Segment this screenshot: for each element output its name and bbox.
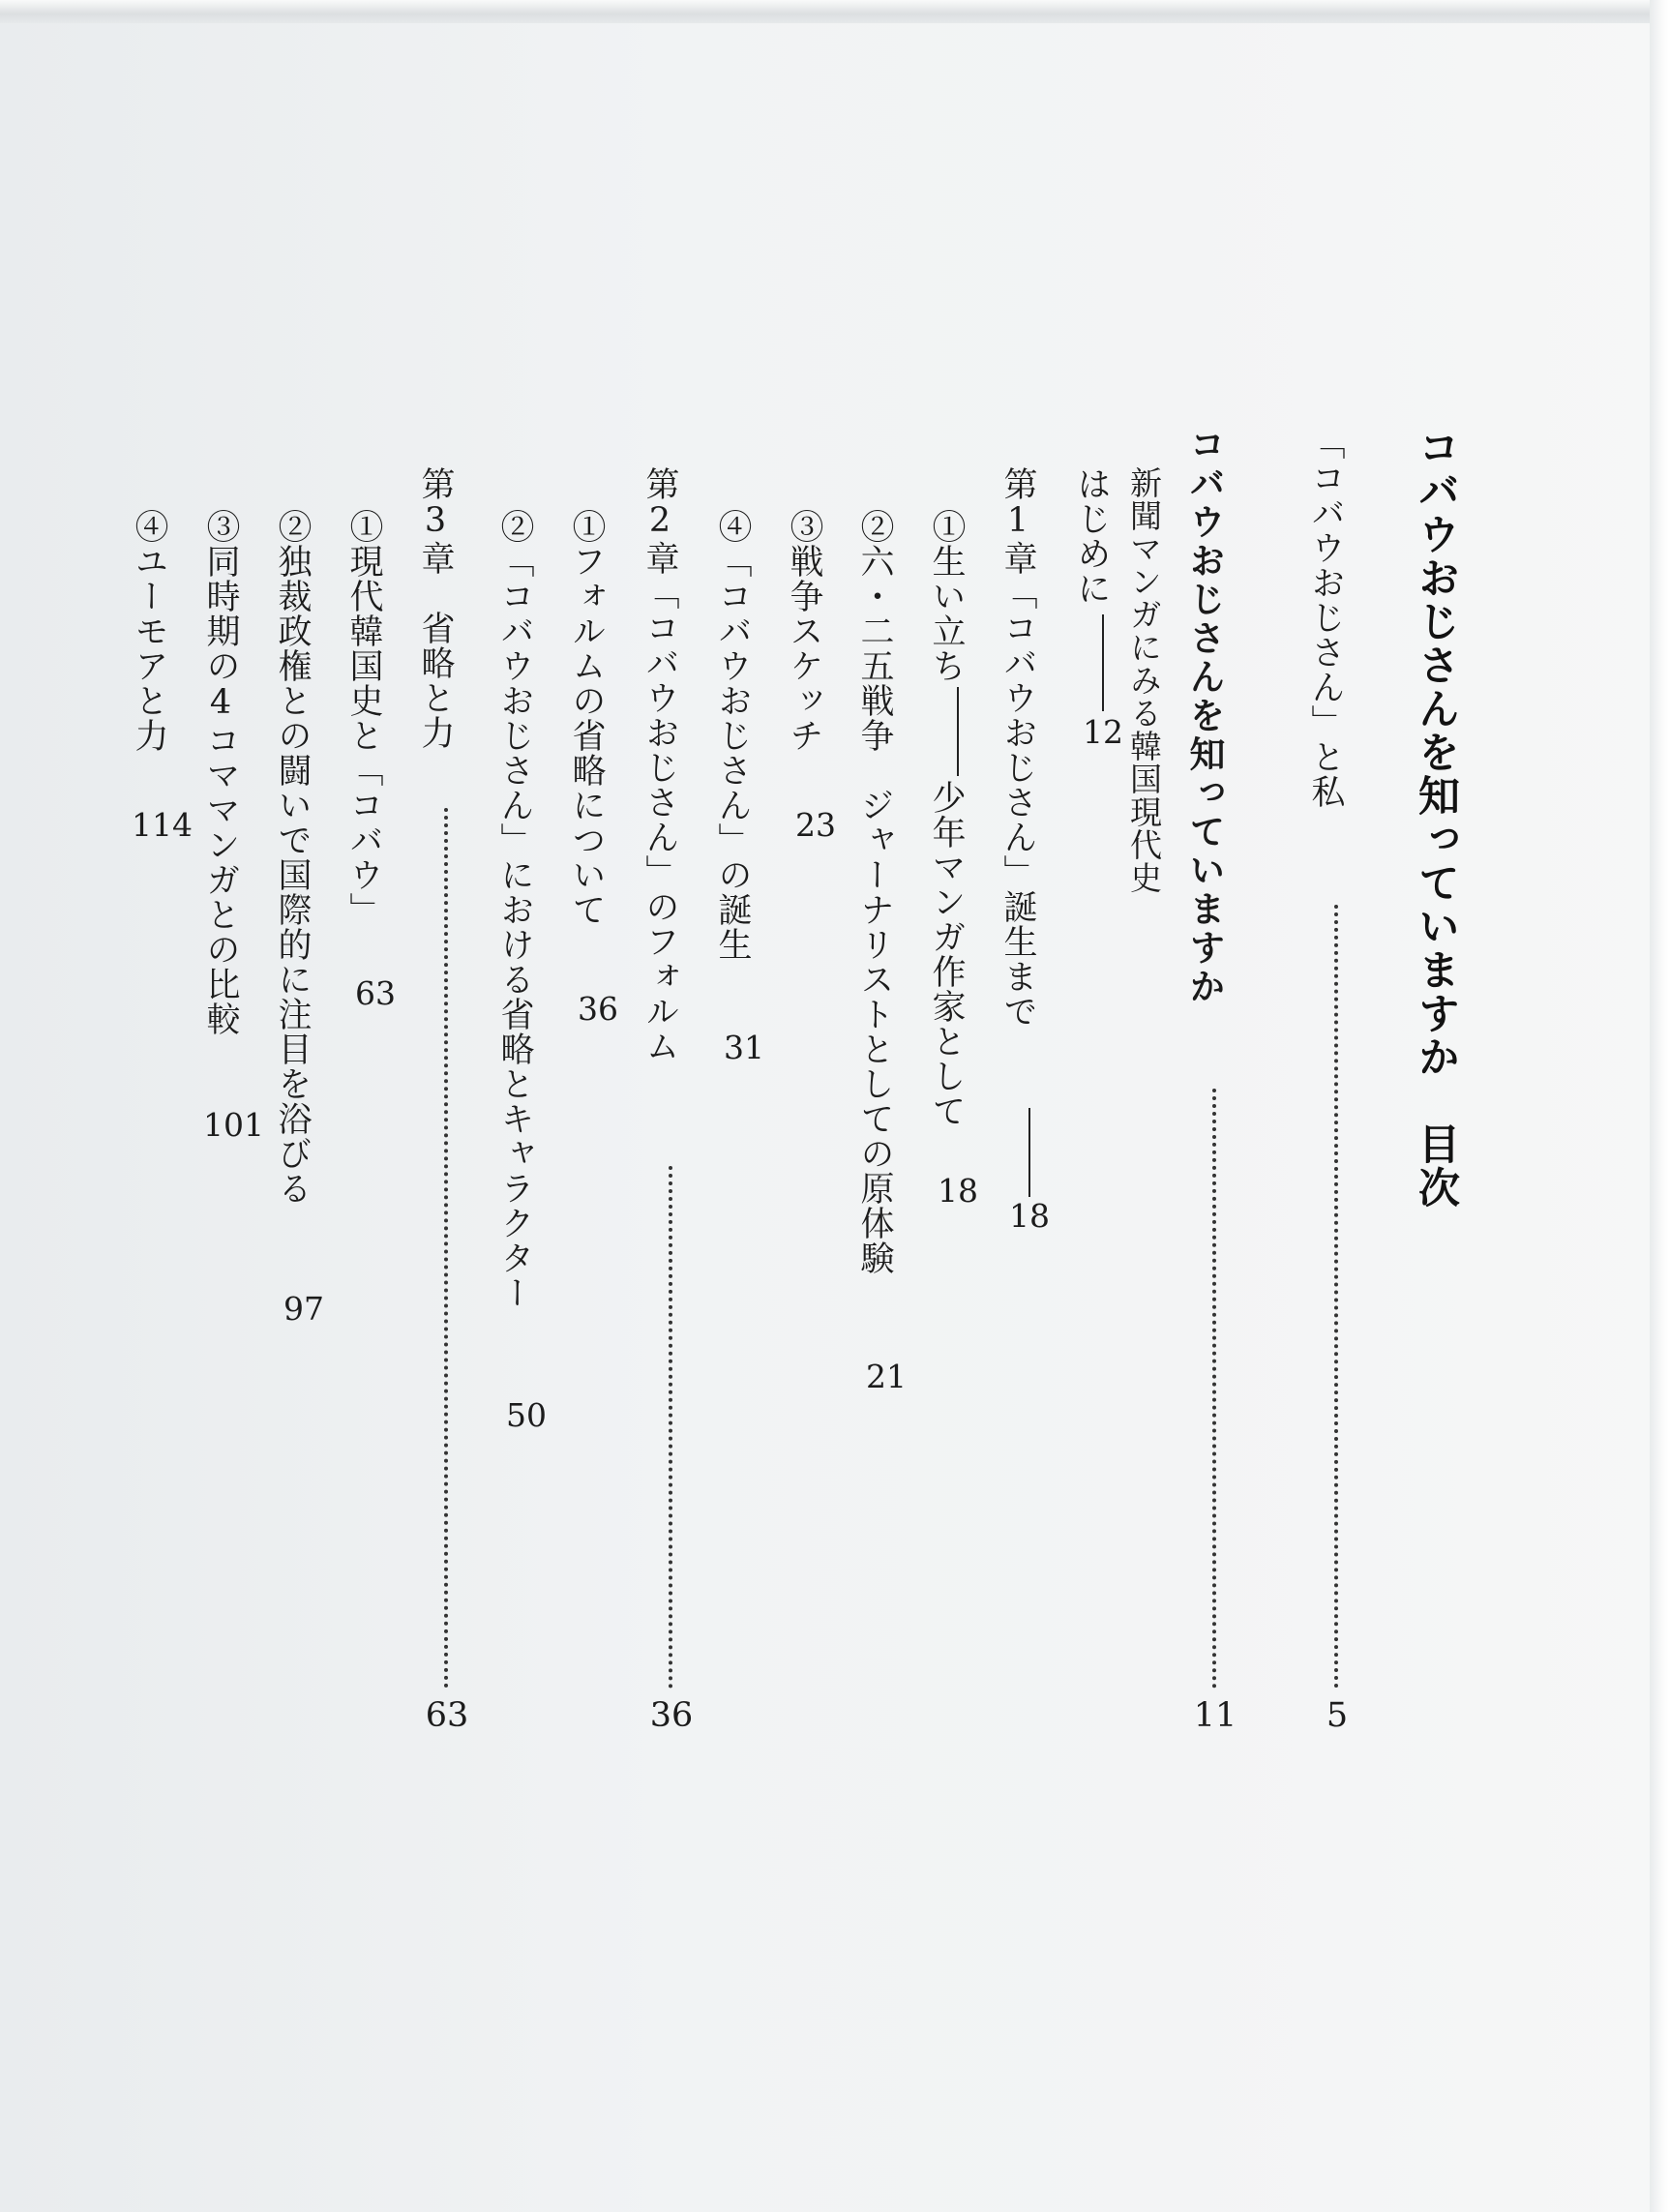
dash-leader <box>957 687 959 776</box>
toc-title: コバウおじさんを知っていますか 目次 <box>1412 426 1460 1210</box>
toc-page-number: 36 <box>649 1696 694 1735</box>
toc-page-number: 23 <box>795 806 836 844</box>
toc-entry-ch3-section-3[interactable] <box>201 0 264 2212</box>
toc-page-number: 50 <box>506 1396 547 1434</box>
toc-entry-label: 「コバウおじさん」と私 <box>1306 426 1345 809</box>
dash-leader <box>1028 1108 1030 1197</box>
dot-leader <box>1334 905 1338 1689</box>
toc-title-column <box>1412 0 1473 2212</box>
toc-page-number: 36 <box>578 990 618 1028</box>
toc-entry-preface[interactable] <box>1308 0 1366 2212</box>
toc-entry-ch1-section-4[interactable] <box>715 0 773 2212</box>
dash-leader <box>1102 614 1104 711</box>
toc-entry-label-continued: 少年マンガ作家として <box>927 780 966 1128</box>
toc-entry-chapter-1[interactable] <box>1000 0 1058 2212</box>
toc-entry-ch1-section-1[interactable] <box>929 0 987 2212</box>
toc-page-number: 63 <box>355 974 396 1012</box>
toc-entry-label: 第1章「コバウおじさん」誕生まで <box>998 466 1037 1029</box>
toc-page-number: 101 <box>203 1106 264 1144</box>
toc-page-number: 63 <box>425 1696 469 1735</box>
toc-entry-ch2-section-2[interactable] <box>497 0 555 2212</box>
toc-page-number: 12 <box>1083 713 1123 751</box>
toc-page-number: 114 <box>132 806 193 844</box>
toc-entry-main-title[interactable] <box>1183 0 1244 2212</box>
toc-page-number: 31 <box>724 1029 764 1066</box>
toc-entry-ch3-section-4[interactable] <box>130 0 193 2212</box>
toc-entry-label: ④ユーモアと力 <box>130 509 168 753</box>
toc-entry-label: ②六・二五戦争 ジャーナリストとしての原体験 <box>855 509 894 1275</box>
toc-entry-label: はじめに <box>1072 466 1111 606</box>
toc-entry-chapter-3[interactable] <box>418 0 476 2212</box>
toc-entry-label: ③同時期の4コママンガとの比較 <box>201 509 240 1036</box>
toc-entry-ch1-section-2[interactable] <box>857 0 915 2212</box>
toc-entry-main-subtitle <box>1125 0 1186 2212</box>
page-right-edge <box>1650 0 1669 2212</box>
toc-page-number: 5 <box>1326 1696 1349 1735</box>
toc-entry-label: ④「コバウおじさん」の誕生 <box>713 509 752 962</box>
toc-entry-label: ②「コバウおじさん」における省略とキャラクター <box>495 509 534 1310</box>
dot-leader <box>444 808 448 1689</box>
toc-subtitle-label: 新聞マンガにみる韓国現代史 <box>1125 466 1163 894</box>
toc-page-number: 18 <box>1009 1197 1050 1235</box>
dot-leader <box>1212 1089 1216 1689</box>
dot-leader <box>669 1166 672 1689</box>
toc-entry-ch2-section-1[interactable] <box>569 0 627 2212</box>
toc-page-number: 18 <box>938 1172 978 1210</box>
toc-page-number: 97 <box>283 1290 324 1328</box>
toc-entry-label: ①生い立ち <box>927 509 966 683</box>
toc-entry-ch3-section-1[interactable] <box>346 0 404 2212</box>
toc-entry-ch3-section-2[interactable] <box>275 0 333 2212</box>
toc-entry-label: ③戦争スケッチ <box>785 509 823 753</box>
toc-entry-label: ②独裁政権との闘いで国際的に注目を浴びる <box>273 509 312 1206</box>
toc-entry-label: 第3章 省略と力 <box>416 466 455 750</box>
toc-entry-ch1-section-3[interactable] <box>787 0 845 2212</box>
toc-entry-intro[interactable] <box>1074 0 1132 2212</box>
toc-entry-label: コバウおじさんを知っていますか <box>1183 426 1225 1006</box>
toc-page-number: 21 <box>866 1358 907 1395</box>
toc-entry-label: 第2章「コバウおじさん」のフォルム <box>641 466 679 1063</box>
toc-page-number: 11 <box>1193 1696 1237 1735</box>
toc-entry-label: ①現代韓国史と「コバウ」 <box>344 509 383 927</box>
toc-entry-chapter-2[interactable] <box>642 0 700 2212</box>
toc-entry-label: ①フォルムの省略について <box>567 509 606 927</box>
